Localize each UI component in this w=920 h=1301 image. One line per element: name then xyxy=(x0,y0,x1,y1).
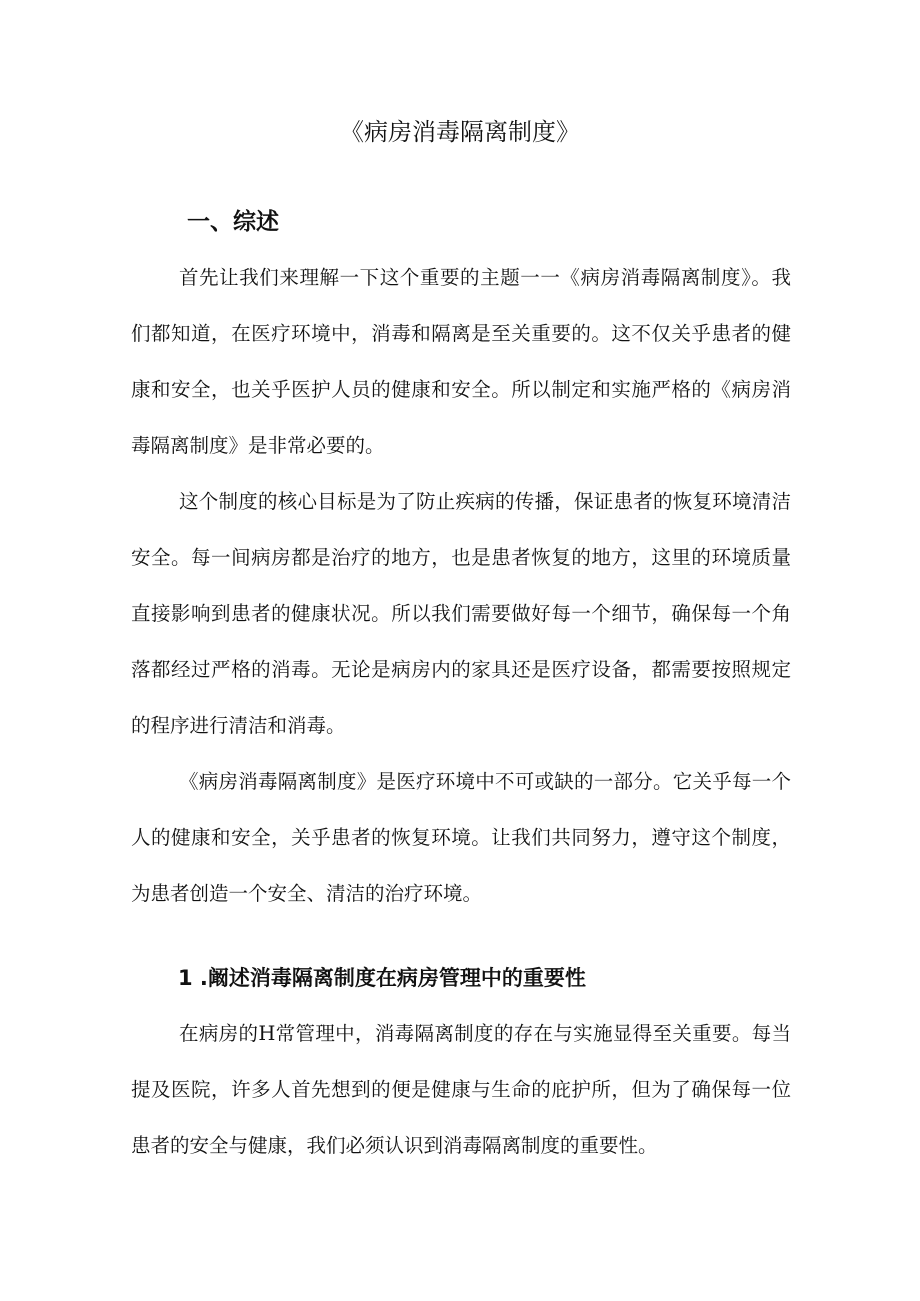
document-title: 《病房消毒隔离制度》 xyxy=(340,118,580,146)
paragraph-intro: 首先让我们来理解一下这个重要的主题一一《病房消毒隔离制度》。我们都知道，在医疗环境中，消毒和隔离是至关重要的。这不仅关乎患者的健康和安全，也关乎医护人员的健康和安全。所以制定和实施严格的《病房消毒隔离制度》是非常必要的。 xyxy=(131,266,791,457)
section-heading-overview: 一、综述 xyxy=(187,209,279,235)
paragraph-importance: 在病房的H常管理中，消毒隔离制度的存在与实施显得至关重要。每当提及医院，许多人首先想到的便是健康与生命的庇护所，但为了确保每一位患者的安全与健康，我们必须认识到消毒隔离制度的重要性。 xyxy=(131,1022,791,1157)
paragraph-goal: 这个制度的核心目标是为了防止疾病的传播，保证患者的恢复环境清洁安全。每一间病房都是治疗的地方，也是患者恢复的地方，这里的环境质量直接影响到患者的健康状况。所以我们需要做好每一个细节，确保每一个角落都经过严格的消毒。无论是病房内的家具还是医疗设备，都需要按照规定的程序进行清洁和消毒。 xyxy=(131,490,791,737)
subsection-heading-importance: 1 .阚述消毒隔离制度在病房管理中的重要性 xyxy=(178,966,586,990)
paragraph-summary: 《病房消毒隔离制度》是医疗环境中不可或缺的一部分。它关乎每一个人的健康和安全，关乎患者的恢复环境。让我们共同努力，遵守这个制度，为患者创造一个安全、清洁的治疗环境。 xyxy=(131,770,791,905)
